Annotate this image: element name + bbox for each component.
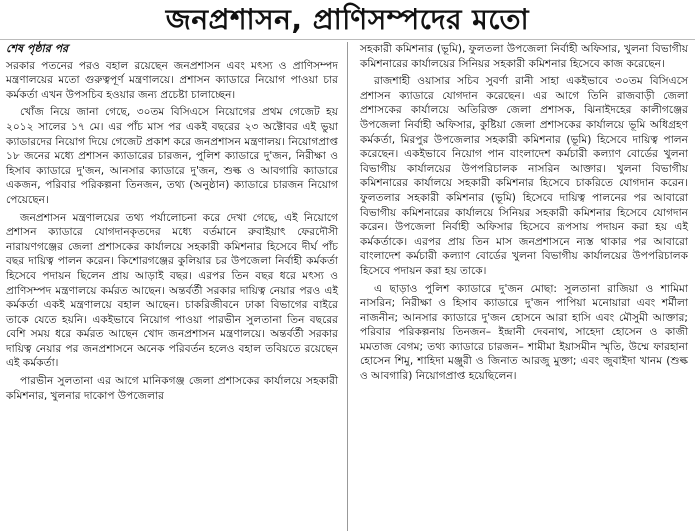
- paragraph: এ ছাড়াও পুলিশ ক্যাডারে দু'জন মোছা: সুলতানা রাজিয়া ও শামিমা নাসরিন; নিরীক্ষা ও হিসাব ক্যাডারে দু'জন পাপিয়া মনোয়ারা এবং শর্মীলা নাজনীন; আনসার ক্যাডারে দু'জন হোসনে আরা হাসি এবং মৌসুমী আক্তার; পরিবার পরিকল্পনায় তিনজন– ইন্দ্রানী দেবনাথ, সাহেদা হোসেন ও কাজী মমতাজ বেগম; তথ্য ক্যাডারে চারজন– শামীমা ইয়াসমীন স্মৃতি, উম্মে ফারহানা হোসেন শিমু, শাহিদা মঞ্জুরী ও জিনাত আরজু মুক্তা; এবং জুবাইদা খানম (শুল্ক ও আবগারি) নিয়োগপ্রাপ্ত হয়েছিলেন।: [360, 282, 688, 383]
- headline: জনপ্রশাসন, প্রাণিসম্পদের মতো: [165, 3, 530, 36]
- paragraph: রাজশাহী ওয়াসার সচিব সুবর্ণা রানী সাহা একইভাবে ৩০তম বিসিএসে প্রশাসন ক্যাডারে যোগদান করেছেন। এর আগে তিনি রাজবাড়ী জেলা প্রশাসকের কার্যালয়ে অতিরিক্ত জেলা প্রশাসক, ঝিনাইদহের কালীগঞ্জের উপজেলা নির্বাহী অফিসার, কুষ্টিয়া জেলা প্রশাসকের কার্যালয়ে ভূমি অধিগ্রহণ কর্মকর্তা, মিরপুর উপজেলার সহকারী কমিশনার (ভূমি) হিসেবে দায়িত্ব পালন করেছেন। একইভাবে নিয়োগ পান বাংলাদেশ কর্মচারী কল্যাণ বোর্ডের খুলনা বিভাগীয় কার্যালয়ের উপপরিচালক নাসরিন আক্তার। খুলনা বিভাগীয় কমিশনারের কার্যালয়ে সহকারী কমিশনার হিসেবে চাকরিতে যোগদান করেন। ফুলতলার সহকারী কমিশনার (ভূমি) হিসেবে দায়িত্ব পালনের পর আবারো বিভাগীয় কমিশনারের কার্যালয়ে সিনিয়র সহকারী কমিশনার হিসেবে যোগদান করেন। উপজেলা নির্বাহী অফিসার হিসেবে রূপসায় পদায়ন করা হয় এই কর্মকর্তাকে। এরপর প্রায় তিন মাস জনপ্রশাসনে ন্যস্ত থাকার পর আবারো বাংলাদেশ কর্মচারী কল্যাণ বোর্ডের খুলনা বিভাগীয় কার্যালয়ের উপপরিচালক হিসেবে পদায়ন করা হয় তাকে।: [360, 75, 688, 277]
- headline-box: [0, 0, 695, 40]
- paragraph: পারভীন সুলতানা এর আগে মানিকগঞ্জ জেলা প্রশাসকের কার্যালয়ে সহকারী কমিশনার, খুলনার দাকোপ উপজেলার: [6, 375, 338, 402]
- column-divider: [347, 42, 348, 531]
- left-column: [6, 42, 338, 531]
- paragraph: জনপ্রশাসন মন্ত্রণালয়ের তথ্য পর্যালোচনা করে দেখা গেছে, এই নিয়োগে প্রশাসন ক্যাডারে যোগদানকৃতদের মধ্যে বর্তমানে রুবাইয়াৎ ফেরদৌসী নারায়ণগঞ্জের জেলা প্রশাসকের কার্যালয়ে সহকারী কমিশনার হিসেবে দীর্ঘ পাঁচ বছর দায়িত্ব পালন করেন। কিশোরগঞ্জের কুলিয়ার চর উপজেলা নির্বাহী কর্মকর্তা হিসেবে পদায়ন ছিলেন প্রায় আড়াই বছর। এরপর তিন বছর ধরে মৎস্য ও প্রাণিসম্পদ মন্ত্রণালয়ে কর্মরত আছেন। অন্তর্বর্তী সরকার দায়িত্ব নেয়ার পরও এই কর্মকর্তা একই মন্ত্রণালয়ে বহাল আছেন। চাকরিজীবনে ঢাকা বিভাগের বাইরে তাকে যেতে হয়নি। একইভাবে নিয়োগ পাওয়া পারভীন সুলতানা তিন বছরের বেশি সময় ধরে কর্মরত আছেন খোদ জনপ্রশাসন মন্ত্রণালয়ে। অন্তর্বর্তী সরকার দায়িত্ব নেয়ার পর জনপ্রশাসনে অনেক পরিবর্তন হলেও বহাল তবিয়তে রয়েছেন এই কর্মকর্তা।: [6, 211, 338, 370]
- right-column: [360, 42, 688, 531]
- paragraph: খোঁজ নিয়ে জানা গেছে, ৩০তম বিসিএসে নিয়োগের প্রথম গেজেট হয় ২০১২ সালের ১৭ মে। এর পাঁচ মাস পর একই বছরের ২৩ অক্টোবর এই ভুয়া ক্যাডারদের নিয়োগ দিয়ে গেজেট প্রকাশ করে জনপ্রশাসন মন্ত্রণালয়। নিয়োগপ্রাপ্ত ১৮ জনের মধ্যে প্রশাসন ক্যাডারের চারজন, পুলিশ ক্যাডারে দু'জন, নিরীক্ষা ও হিসাব ক্যাডারে দু'জন, আনসার ক্যাডারে দু'জন, শুল্ক ও আবগারি ক্যাডারে একজন, পরিবার পরিকল্পনা তিনজন, তথ্য (অনুষ্ঠান) ক্যাডারে চারজন নিয়োগ পেয়েছেন।: [6, 106, 338, 206]
- paragraph: সহকারী কমিশনার (ভূমি), ফুলতলা উপজেলা নির্বাহী অফিসার, খুলনা বিভাগীয় কমিশনারের কার্যালয়ের সিনিয়র সহকারী কমিশনার হিসেবে কাজ করেছেন।: [360, 43, 688, 70]
- paragraph: সরকার পতনের পরও বহাল রয়েছেন জনপ্রশাসন এবং মৎস্য ও প্রাণিসম্পদ মন্ত্রণালয়ের মতো গুরুত্বপূর্ণ মন্ত্রণালয়ে। প্রশাসন ক্যাডারে নিয়োগ পাওয়া চার কর্মকর্তা এখন উপসচিব হওয়ার জন্য প্রচেষ্টা চালাচ্ছেন।: [6, 59, 338, 101]
- continued-from-label: শেষ পৃষ্ঠার পর: [6, 42, 69, 55]
